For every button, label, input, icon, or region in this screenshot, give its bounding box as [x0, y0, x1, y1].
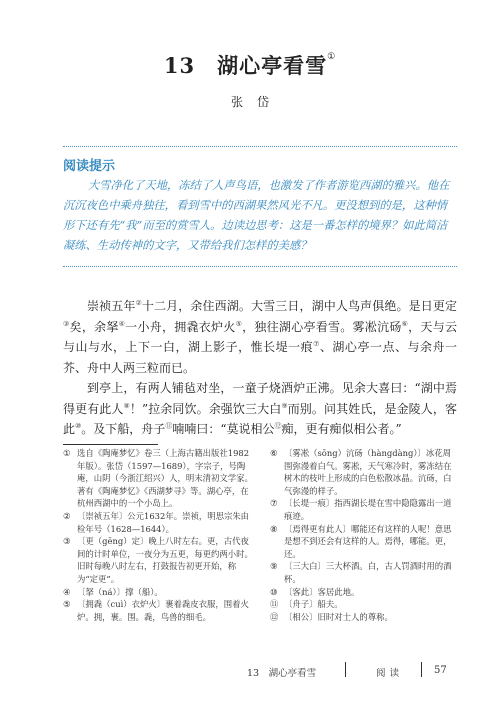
- lesson-title: 13 湖心亭看雪①: [163, 52, 337, 78]
- footnote: ⑧ 〔焉得更有此人〕哪能还有这样的人呢！意思是想不到还会有这样的人。焉得，哪能。更，还。: [270, 523, 452, 559]
- reading-tips-body: 大雪净化了天地，冻结了人声鸟语，也激发了作者游览西湖的雅兴。他在沉沉夜色中乘舟独往，看到雪中的西湖果然风光不凡。更没想到的是，这种情形下还有先“我”而至的赏雪人。边读边思考：这是一番怎样的境界？如此简洁凝练、生动传神的文字，又带给我们怎样的美感？: [63, 179, 450, 252]
- footnote-rule: [63, 444, 158, 445]
- footnote: ⑦ 〔长堤一痕〕指西湖长堤在雪中隐隐露出一道痕迹。: [270, 498, 452, 521]
- footnotes-left: [63, 447, 253, 623]
- reading-tips-heading: 阅读提示: [63, 159, 116, 174]
- footnote: ⑤ 〔拥毳（cuì）衣炉火〕裹着毳皮衣服，围着火炉。拥，裹。围。毳，鸟兽的细毛。: [63, 599, 249, 622]
- main-paragraph-2: 到亭上，有两人铺毡对坐，一童子烧酒炉正沸。见余大喜曰：“湖中焉得更有此人⑧！”拉余同饮。余强饮三大白⑨而别。问其姓氏，是金陵人，客此⑩。及下船，舟子⑪喃喃曰：“莫说相公⑫痴，更有痴似相公者。”: [63, 381, 457, 436]
- footer-separator: [421, 662, 422, 677]
- footnotes-right: [270, 447, 457, 623]
- footer-chapter-title: 13 湖心亭看雪: [247, 668, 317, 679]
- main-paragraph-1: 崇祯五年②十二月，余住西湖。大雪三日，湖中人鸟声俱绝。是日更定③矣，余拏④一小舟，拥毳衣炉火⑤，独往湖心亭看雪。雾凇沆砀⑥，天与云与山与水，上下一白，湖上影子，惟长堤一痕⑦、湖心亭一点、与余舟一芥、舟中人两三粒而已。: [63, 299, 457, 375]
- footnote: ⑥ 〔雾凇（sōng）沆砀（hàngdàng）〕冰花周围弥漫着白气。雾凇，天气寒冷时，雾冻结在树木的枝叶上形成的白色松散冰晶。沆砀，白气弥漫的样子。: [270, 448, 452, 496]
- divider-top: [63, 146, 457, 147]
- footnote: ④ 〔拏（ná）〕撑（船）。: [63, 586, 163, 597]
- footnote: ① 选自《陶庵梦忆》卷三（上海古籍出版社1982年版）。张岱（1597—1689），字宗子，号陶庵，山阴（今浙江绍兴）人，明末清初文学家。著有《陶庵梦忆》《西湖梦寻》等。湖心亭，在杭州西湖中的一个小岛上。: [63, 448, 253, 509]
- footnote: ⑨ 〔三大白〕三大杯酒。白，古人罚酒时用的酒杯。: [270, 561, 452, 584]
- footnote: ⑩ 〔客此〕客居此地。: [270, 586, 360, 597]
- footnote: ⑪ 〔舟子〕船夫。: [270, 599, 343, 610]
- author: 张岱: [230, 95, 283, 109]
- footnote: ⑫ 〔相公〕旧时对士人的尊称。: [270, 611, 393, 622]
- title-footnote-marker: ①: [327, 52, 337, 62]
- footer-section: 阅读: [376, 668, 404, 679]
- divider-bottom: [63, 266, 457, 267]
- footer-separator: [345, 662, 346, 677]
- footnote: ③ 〔更（gēng）定〕晚上八时左右。更，古代夜间的计时单位，一夜分为五更，每更约两小时。旧时每晚八时左右，打鼓报告初更开始，称为“定更”。: [63, 536, 253, 584]
- footnote: ② 〔崇祯五年〕公元1632年。崇祯，明思宗朱由检年号（1628—1644）。: [63, 510, 250, 534]
- page-number: 57: [434, 665, 447, 676]
